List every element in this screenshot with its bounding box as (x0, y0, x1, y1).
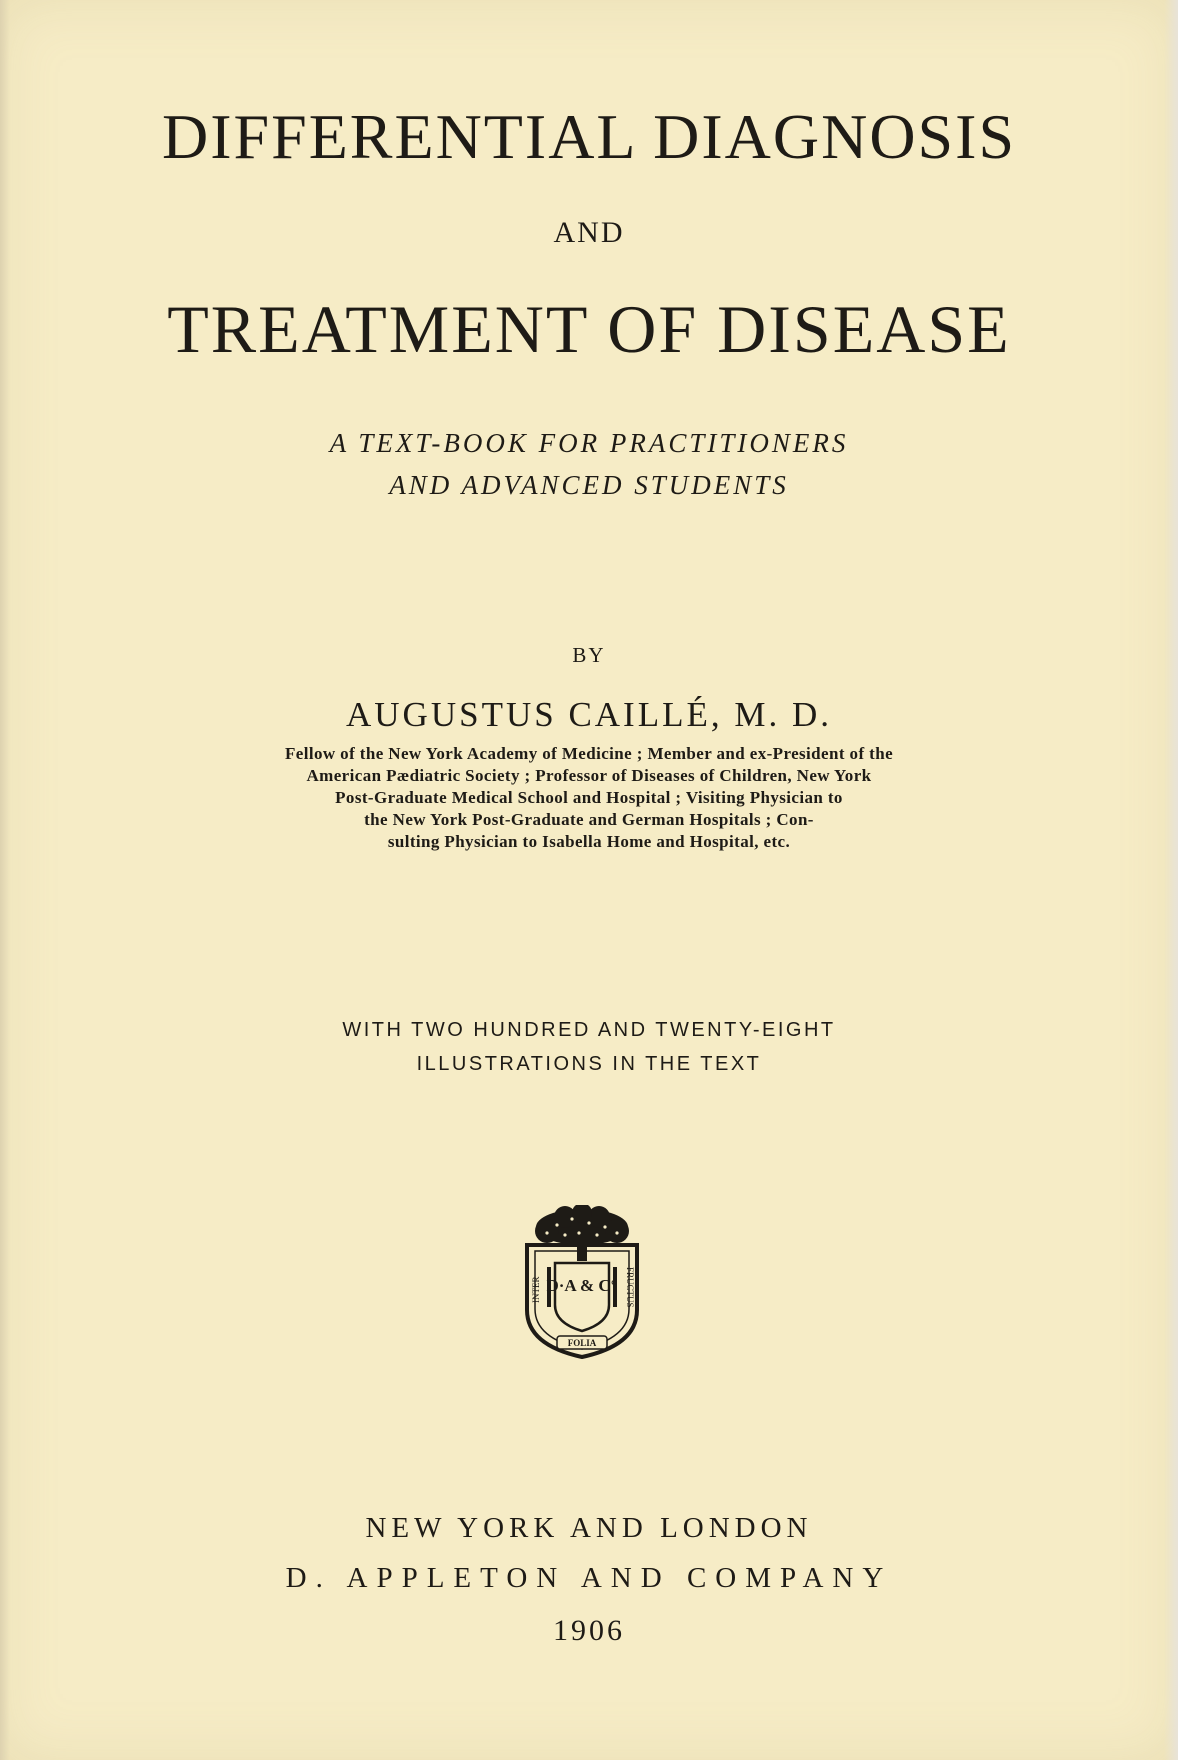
author-credentials-line: Fellow of the New York Academy of Medicine ; Member and ex-President of the (284, 744, 894, 763)
page-edge-left (0, 0, 10, 1760)
byline-by: BY (572, 643, 606, 667)
author-credentials-line: Post-Graduate Medical School and Hospital ; Visiting Physician to (335, 788, 843, 807)
book-title-conjunction: AND (553, 216, 625, 249)
imprint-year: 1906 (553, 1614, 625, 1647)
tree-crest-icon (517, 1205, 647, 1365)
subtitle-line-1: A TEXT-BOOK FOR PRACTITIONERS (329, 428, 849, 458)
book-title-line-1: DIFFERENTIAL DIAGNOSIS (161, 101, 1017, 172)
illustrations-note-line-2: ILLUSTRATIONS IN THE TEXT (416, 1053, 762, 1075)
device-motto-right: FRUCTUS (625, 1267, 635, 1308)
author-credentials-line: American Pædiatric Society ; Professor of Diseases of Children, New York (306, 766, 872, 785)
imprint-publisher: D. APPLETON AND COMPANY (285, 1562, 893, 1594)
book-title-line-2: TREATMENT OF DISEASE (167, 291, 1011, 367)
device-motto-bottom: FOLIA (567, 1338, 597, 1348)
author-name: AUGUSTUS CAILLÉ, M. D. (346, 695, 832, 734)
subtitle-line-2: AND ADVANCED STUDENTS (389, 470, 789, 500)
imprint-place: NEW YORK AND LONDON (365, 1512, 813, 1544)
illustrations-note-line-1: WITH TWO HUNDRED AND TWENTY-EIGHT (342, 1019, 836, 1041)
device-monogram: D·A & C° (546, 1276, 618, 1295)
device-motto-left: INTER (531, 1276, 541, 1303)
author-credentials-line: the New York Post-Graduate and German Hospitals ; Con- (364, 810, 814, 829)
author-credentials-line: sulting Physician to Isabella Home and Hospital, etc. (387, 832, 791, 851)
page-edge-right (1164, 0, 1178, 1760)
